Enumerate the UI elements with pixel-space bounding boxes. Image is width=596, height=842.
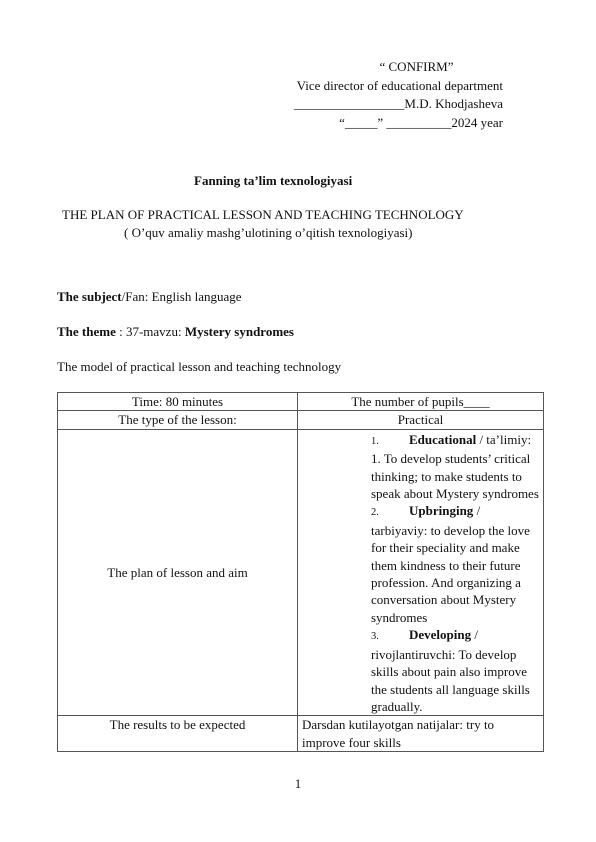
plan-aims-cell (298, 429, 544, 716)
aim-body: tarbiyaviy: to develop the love for their speciality and make them kindness to their future profession. And organizing a conversation about Mystery syndromes (371, 522, 530, 625)
theme-label: The theme (57, 324, 116, 339)
aim-body: 1. To develop students’ critical thinking; to make students to speak about Mystery syndromes (371, 451, 539, 502)
table-row (58, 393, 544, 411)
aim-number: 3. (371, 631, 379, 643)
time-cell: Time: 80 minutes (58, 393, 298, 411)
confirm-heading: “ CONFIRM” (379, 59, 454, 74)
aim-title: Educational (409, 431, 477, 447)
uzbek-title: Fanning ta’lim texnologiyasi (194, 173, 353, 188)
aim-title: Upbringing (409, 503, 474, 519)
results-value-cell: Darsdan kutilayotgan natijalar: try to improve four skills (298, 716, 544, 752)
aim-item (371, 626, 539, 715)
page-number: 1 (294, 776, 302, 791)
aim-head-rest: / (473, 503, 481, 519)
date-line: “_____” __________2024 year (339, 114, 503, 130)
results-label-cell: The results to be expected (58, 716, 298, 752)
lesson-type-value-cell: Practical (298, 411, 544, 429)
table-row (58, 429, 544, 716)
aim-item (371, 431, 539, 503)
aim-head-rest: / ta’limiy: (476, 431, 532, 447)
aim-number: 1. (371, 435, 379, 447)
aim-body: rivojlantiruvchi: To develop skills about pain also improve the students all language skills gradually. (371, 646, 530, 714)
aim-item (371, 502, 539, 626)
table-row (58, 411, 544, 429)
plan-aim-label-cell: The plan of lesson and aim (58, 429, 298, 716)
pupils-cell: The number of pupils____ (298, 393, 544, 411)
aim-title: Developing (409, 627, 472, 643)
subject-value: /Fan: English language (121, 289, 242, 304)
theme-value: Mystery syndromes (184, 324, 294, 339)
subject-label: The subject (57, 289, 122, 304)
table-row (58, 716, 544, 752)
aim-head-rest: / (471, 627, 478, 643)
subject-line (57, 289, 242, 305)
model-text: The model of practical lesson and teaching technology (57, 359, 342, 374)
approval-block (270, 58, 503, 132)
theme-line (57, 324, 294, 340)
lesson-plan-table (57, 392, 544, 752)
lesson-type-label-cell: The type of the lesson: (58, 411, 298, 429)
subtitle: ( O’quv amaliy mashg’ulotining o’qitish texnologiyasi) (124, 225, 413, 240)
theme-separator: : 37-mavzu: (115, 324, 185, 339)
main-title: THE PLAN OF PRACTICAL LESSON AND TEACHING TECHNOLOGY (62, 207, 464, 222)
aim-number: 2. (371, 507, 379, 519)
approver-position: Vice director of educational department (296, 77, 503, 93)
signature-line: _________________M.D. Khodjasheva (293, 96, 503, 111)
